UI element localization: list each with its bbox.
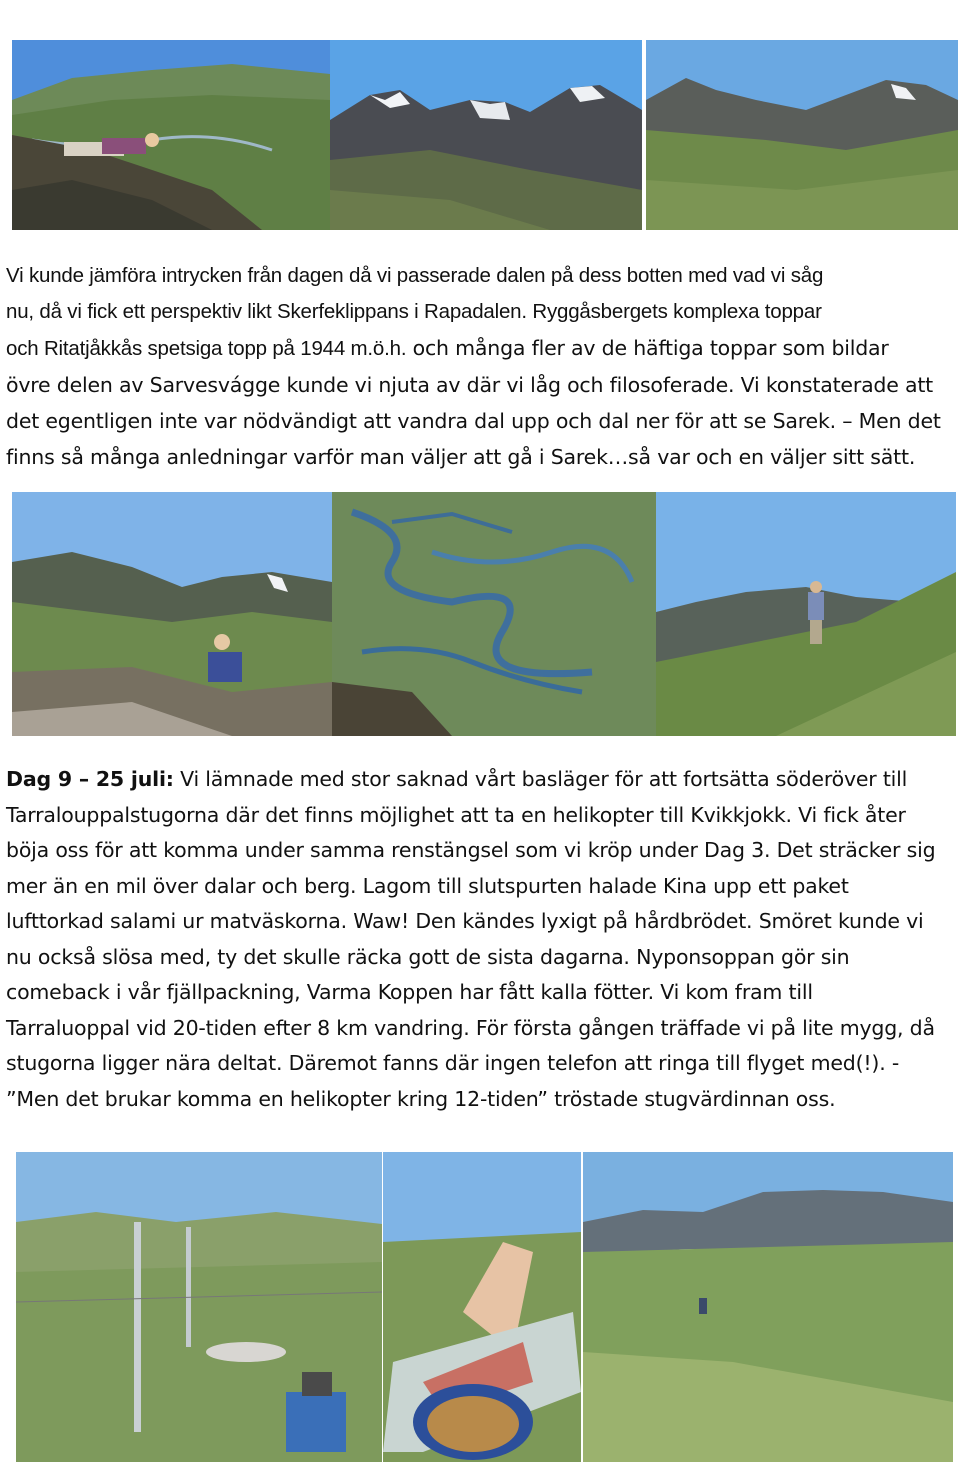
- text-line: ”Men det brukar komma en helikopter kring 12-tiden” tröstade stugvärdinnan oss.: [6, 1086, 836, 1111]
- photo-river-delta: [332, 492, 656, 736]
- photo-valley-overlook: [12, 40, 330, 230]
- text-line: lufttorkad salami ur matväskorna. Waw! Den kändes lyxigt på hårdbrödet. Smöret kunde vi: [6, 909, 924, 933]
- text-line: nu också slösa med, ty det skulle räcka gott de sista dagarna. Nyponsoppan gör sin: [6, 944, 850, 969]
- text-segment: och Ritatjåkkås spetsiga topp på 1944 m.ö.h.: [6, 337, 407, 360]
- photo-wide-valley: [646, 40, 958, 230]
- text-line: böja oss för att komma under samma renstängsel som vi kröp under Dag 3. Det sträcker sig: [6, 838, 936, 862]
- text-line: övre delen av Sarvesvágge kunde vi njuta av där vi låg och filosoferade. Vi konstaterade att: [6, 373, 934, 397]
- text-line: [6, 762, 954, 798]
- photo-feet-and-food: [383, 1152, 581, 1462]
- photo-hiker-on-tundra: [583, 1152, 953, 1462]
- text-segment: Vi lämnade med stor saknad vårt basläger för att fortsätta söderöver till: [173, 767, 908, 791]
- photo-hiker-with-poles: [656, 492, 956, 736]
- text-line: Tarralouppalstugorna där det finns möjlighet att ta en helikopter till Kvikkjokk. Vi fick åter: [6, 802, 906, 827]
- text-line: [6, 330, 954, 367]
- text-line: comeback i vår fjällpackning, Varma Koppen har fått kalla fötter. Vi kom fram till: [6, 980, 813, 1004]
- text-line: Vi kunde jämföra intrycken från dagen då vi passerade dalen på dess botten med vad vi såg: [6, 264, 824, 287]
- paragraph-perspective: [6, 258, 954, 475]
- text-line: nu, då vi fick ett perspektiv likt Skerfeklippans i Rapadalen. Ryggåsbergets komplexa toppar: [6, 300, 822, 323]
- text-line: finns så många anledningar varför man väljer att gå i Sarek…så var och en väljer sitt sätt.: [6, 445, 916, 469]
- text-segment: och många fler av de häftiga toppar som bildar: [406, 336, 889, 360]
- text-line: stugorna ligger nära deltat. Däremot fanns där ingen telefon att ringa till flyget med(!). -: [6, 1051, 900, 1075]
- text-line: mer än en mil över dalar och berg. Lagom till slutspurten halade Kina upp ett paket: [6, 873, 849, 898]
- photo-rest-by-backpack: [12, 492, 332, 736]
- day-heading: Dag 9 – 25 juli:: [6, 767, 174, 791]
- paragraph-day-9: [6, 762, 954, 1117]
- photo-snowy-peaks: [330, 40, 642, 230]
- text-line: det egentligen inte var nödvändigt att vandra dal upp och dal ner för att se Sarek. – Men det: [6, 409, 941, 433]
- text-line: Tarraluoppal vid 20-tiden efter 8 km vandring. För första gången träffade vi på lite mygg, då: [6, 1015, 935, 1040]
- photo-reindeer-fence: [16, 1152, 382, 1462]
